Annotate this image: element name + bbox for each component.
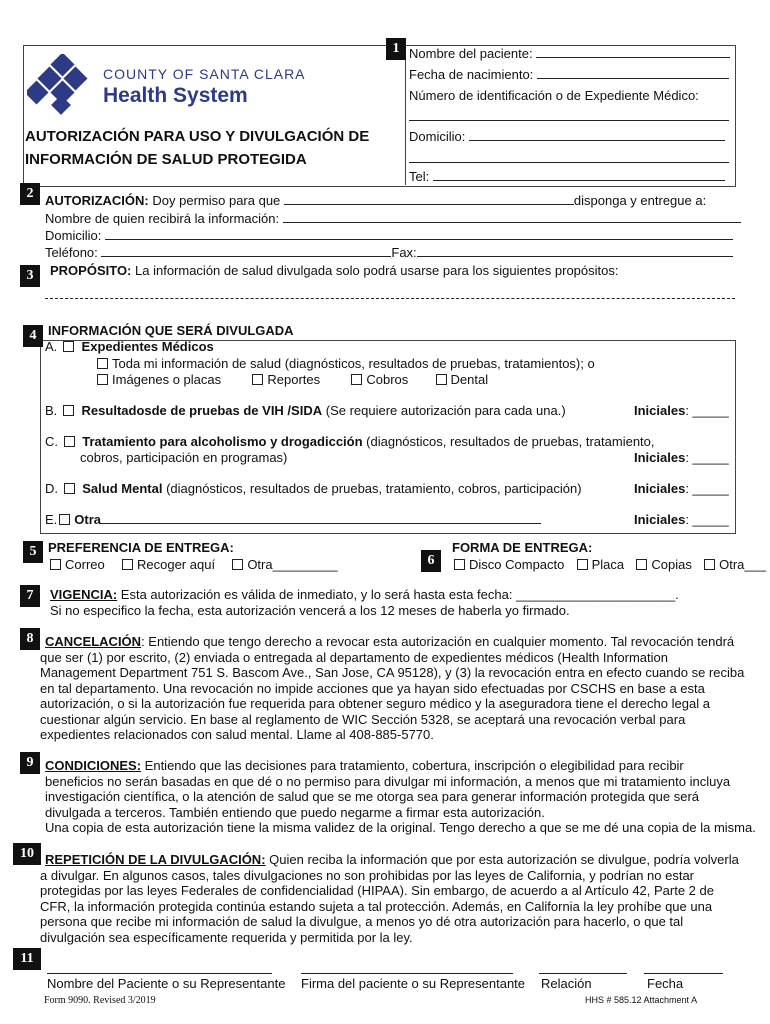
initials-b[interactable]: Iniciales: _____ — [634, 403, 729, 418]
checkbox-cd[interactable] — [454, 559, 465, 570]
item-c: C. Tratamiento para alcoholismo y drogadicción (diagnósticos, resultados de pruebas, tratamiento, — [45, 434, 655, 449]
redisclosure-paragraph: REPETICIÓN DE LA DIVULGACIÓN: Quien reciba la información que por esta autorización se divulgue, podría volverla a divulgar. En algunos casos, tales divulgaciones no son prohibidas por las leyes de California, y podrían no estar protegidas por las leyes Federales de confidencialidad (HIPAA). Sin embargo, de acuerdo a al Artículo 42, Parte 2 de CFR, la información protegida continúa estando sujeta a tal protección. Además, en California la ley prohíbe que una persona que recibe mi información de salud la divulgue, a menos yo dé otra autorización para hacerlo, o que tal divulgación sea específicamente requerida y permitida por la ley. — [40, 852, 739, 945]
section-number-7: 7 — [20, 585, 40, 607]
item-b: B. Resultadosde de pruebas de VIH /SIDA (Se requiere autorización para cada una.) — [45, 403, 566, 418]
checkbox-other-form[interactable] — [704, 559, 715, 570]
checkbox-plate[interactable] — [577, 559, 588, 570]
checkbox-images[interactable] — [97, 374, 108, 385]
checkbox-reports[interactable] — [252, 374, 263, 385]
section-number-4: 4 — [23, 325, 43, 347]
section-number-5: 5 — [23, 541, 43, 563]
authorized-party-input[interactable] — [284, 193, 574, 205]
checkbox-pickup[interactable] — [122, 559, 133, 570]
validity-line1: VIGENCIA: Esta autorización es válida de inmediato, y lo será hasta esta fecha: ______________________. — [50, 587, 679, 602]
signature-date-line[interactable] — [644, 973, 723, 974]
section-number-6: 6 — [421, 550, 441, 572]
checkbox-charges[interactable] — [351, 374, 362, 385]
form-title-line1: AUTORIZACIÓN PARA USO Y DIVULGACIÓN DE — [25, 128, 370, 145]
county-logo-icon — [27, 54, 99, 116]
conditions-copy-note: Una copia de esta autorización tiene la misma validez de la original. Tengo derecho a que se me dé una copia de la misma. — [45, 820, 756, 835]
signature-relation-line[interactable] — [539, 973, 627, 974]
purpose-line: PROPÓSITO: La información de salud divulgada solo podrá usarse para los siguientes propósitos: — [50, 263, 619, 278]
delivery-form-options: Disco Compacto Placa Copias Otra___ — [452, 557, 766, 573]
cancellation-paragraph: CANCELACIÓN: Entiendo que tengo derecho a revocar esta autorización en cualquier momento. Tal revocación tendrá que ser (1) por escrito, (2) enviada o entregada al departamento de expedientes médicos (Health Information Management Department 751 S. Bascom Ave., San Jose, CA 95128), y (3) la revocación entra en efecto cuando se reciba en tal departamento. Una revocación no impide acciones que ya hayan sido efectuadas por CSCHS en base a esta autorización, o si la autorización fue requerida para obtener seguro médico y la aseguradora tiene el derecho legal a cuestionar algún servicio. En base al reglamento de WIC Sección 5328, se aceptará una revocación verbal para expedientes relacionados con salud mental. Llame al 408-885-5770. — [40, 634, 745, 742]
checkbox-other[interactable] — [59, 514, 70, 525]
initials-d[interactable]: Iniciales: _____ — [634, 481, 729, 496]
signature-relation-label: Relación — [541, 976, 592, 991]
checkbox-dental[interactable] — [436, 374, 447, 385]
initials-e[interactable]: Iniciales: _____ — [634, 512, 729, 527]
checkbox-mental-health[interactable] — [64, 483, 75, 494]
patient-dob-field[interactable]: Fecha de nacimiento: — [409, 67, 729, 83]
item-a-all: Toda mi información de salud (diagnósticos, resultados de pruebas, tratamientos); o — [95, 356, 595, 372]
signature-name-line[interactable] — [47, 973, 272, 974]
section-number-1: 1 — [386, 38, 406, 60]
section-number-8: 8 — [20, 628, 40, 650]
org-name: COUNTY OF SANTA CLARA — [103, 66, 306, 82]
section-number-3: 3 — [20, 265, 40, 287]
conditions-paragraph: CONDICIONES: Entiendo que las decisiones para tratamiento, cobertura, inscripción o elegibilidad para recibir beneficios no serán basadas en que dé o no permiso para divulgar mi información, a menos que mi tratamiento incluya investigación científica, o la atención de salud que se me otorga sea para generar información protegida que será divulgada a terceros. También entiendo que puedo negarme a firmar esta autorización. — [45, 758, 731, 820]
header-divider — [405, 45, 406, 185]
recipient-phone-field[interactable]: Teléfono: Fax: — [45, 245, 733, 261]
info-heading: INFORMACIÓN QUE SERÁ DIVULGADA — [48, 323, 294, 338]
signature-date-label: Fecha — [647, 976, 684, 991]
purpose-input-line[interactable] — [45, 298, 735, 299]
attachment-id: HHS # 585.12 Attachment A — [585, 995, 698, 1005]
delivery-preference-heading: PREFERENCIA DE ENTREGA: — [48, 540, 234, 555]
section-number-10: 10 — [13, 843, 41, 865]
patient-address-field[interactable]: Domicilio: — [409, 129, 725, 145]
signature-sign-label: Firma del paciente o su Representante — [301, 976, 526, 991]
checkbox-alcohol-drug[interactable] — [64, 436, 75, 447]
checkbox-all-info[interactable] — [97, 358, 108, 369]
patient-id-label: Número de identificación o de Expediente Médico: — [409, 88, 699, 103]
patient-id-line[interactable] — [409, 120, 729, 121]
patient-name-field[interactable]: Nombre del paciente: — [409, 46, 730, 62]
signature-sign-line[interactable] — [301, 973, 513, 974]
form-title-line2: INFORMACIÓN DE SALUD PROTEGIDA — [25, 151, 307, 168]
initials-c[interactable]: Iniciales: _____ — [634, 450, 729, 465]
checkbox-mail[interactable] — [50, 559, 61, 570]
patient-phone-field[interactable]: Tel: — [409, 169, 725, 185]
other-info-input[interactable] — [101, 512, 541, 524]
checkbox-other-delivery[interactable] — [232, 559, 243, 570]
section-number-2: 2 — [20, 183, 40, 205]
org-subname: Health System — [103, 84, 248, 107]
authorization-line: AUTORIZACIÓN: Doy permiso para que disponga y entregue a: — [45, 193, 707, 208]
item-d: D. Salud Mental (diagnósticos, resultados de pruebas, tratamiento, cobros, participación) — [45, 481, 582, 496]
item-a-subtypes: Imágenes o placas Reportes Cobros Dental — [95, 372, 488, 388]
delivery-form-heading: FORMA DE ENTREGA: — [452, 540, 593, 555]
checkbox-medical-records[interactable] — [63, 341, 74, 352]
section-number-11: 11 — [13, 948, 41, 970]
checkbox-copies[interactable] — [636, 559, 647, 570]
section-number-9: 9 — [20, 752, 40, 774]
checkbox-hiv-results[interactable] — [63, 405, 74, 416]
item-c-line2: cobros, participación en programas) — [80, 450, 288, 465]
signature-name-label: Nombre del Paciente o su Representante — [47, 976, 286, 991]
item-a: A. Expedientes Médicos — [45, 339, 214, 354]
recipient-address-field[interactable]: Domicilio: — [45, 228, 733, 244]
delivery-preference-options: Correo Recoger aquí Otra_________ — [48, 557, 338, 573]
recipient-name-field[interactable]: Nombre de quien recibirá la información: — [45, 211, 741, 227]
validity-line2: Si no especifico la fecha, esta autorización vencerá a los 12 meses de haberla yo firmado. — [50, 603, 570, 618]
item-e: E. Otra — [45, 512, 541, 528]
form-revision: Form 9090. Revised 3/2019 — [44, 995, 156, 1006]
patient-address-line2[interactable] — [409, 162, 729, 163]
